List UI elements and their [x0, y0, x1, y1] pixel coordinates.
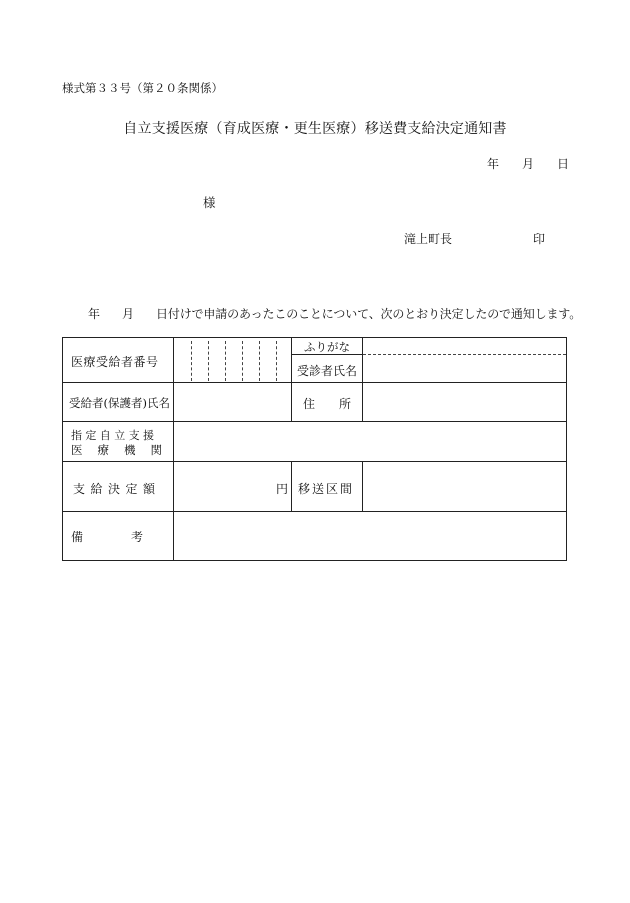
digit-separator [242, 341, 243, 381]
address-label: 住 所 [302, 397, 351, 411]
digit-separator [259, 341, 260, 381]
body-text: 日付けで申請のあったこのことについて、次のとおり決定したので通知します。 [156, 307, 582, 321]
form-number: 様式第３３号（第２０条関係） [62, 81, 223, 95]
amount-label: 支給決定額 [73, 482, 161, 496]
row-divider [63, 461, 566, 462]
document-title: 自立支援医療（育成医療・更生医療）移送費支給決定通知書 [123, 121, 507, 137]
column-divider [362, 338, 363, 421]
furigana-label: ふりがな [304, 340, 350, 354]
seal-mark: 印 [533, 232, 546, 246]
furigana-dashed-divider [363, 354, 566, 355]
patient-name-label: 受診者氏名 [297, 364, 358, 378]
decision-table [62, 337, 567, 561]
digit-separator [191, 341, 192, 381]
recipient-number-label: 医療受給者番号 [71, 355, 159, 369]
column-divider [362, 461, 363, 511]
row-divider [63, 511, 566, 512]
guardian-name-label: 受給者(保護者)氏名 [69, 396, 170, 410]
remarks-label: 備 考 [71, 530, 144, 544]
date-year-label: 年 [487, 157, 500, 171]
column-divider [291, 338, 292, 421]
row-divider [63, 382, 566, 383]
date-day-label: 日 [557, 157, 570, 171]
yen-unit: 円 [276, 482, 289, 496]
body-year-label: 年 [88, 307, 101, 321]
institution-label-line2: 医療機関 [71, 443, 177, 457]
digit-separator [276, 341, 277, 381]
institution-label-line1: 指定自立支援 [71, 429, 158, 442]
addressee-suffix: 様 [203, 195, 216, 210]
transfer-section-label: 移送区間 [298, 482, 355, 496]
digit-separator [225, 341, 226, 381]
date-month-label: 月 [522, 157, 535, 171]
digit-separator [208, 341, 209, 381]
issuer-name: 滝上町長 [404, 232, 453, 246]
body-month-label: 月 [122, 307, 135, 321]
row-divider [63, 421, 566, 422]
column-divider [291, 461, 292, 511]
